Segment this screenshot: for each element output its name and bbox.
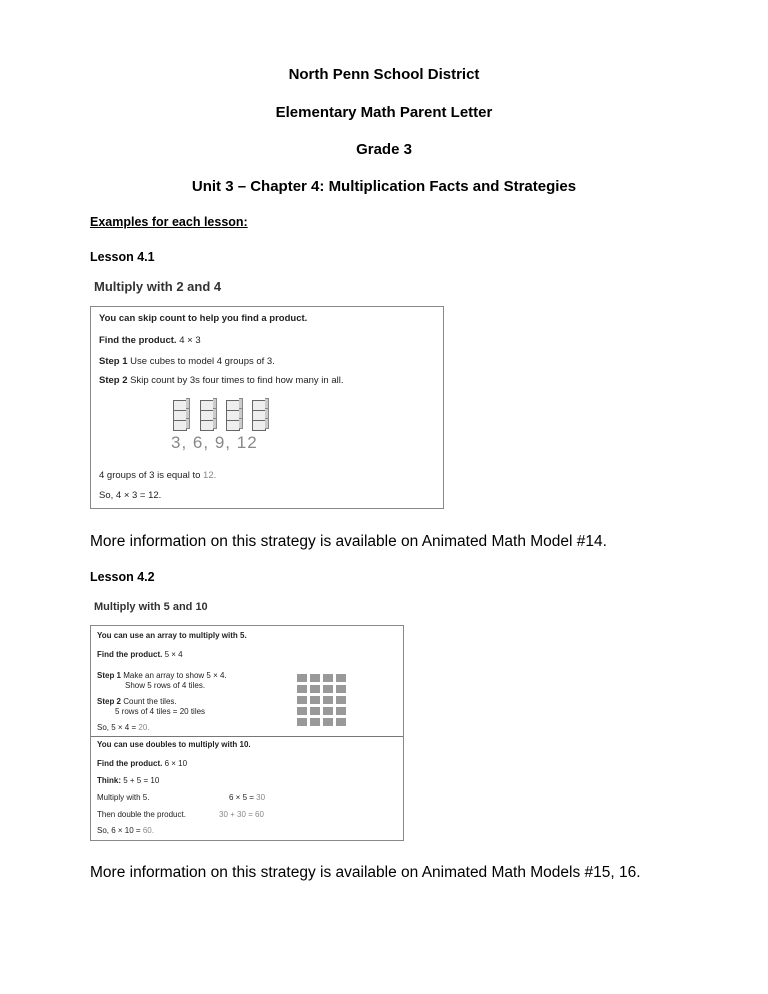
- lesson-4-2-mult5-label: Multiply with 5.: [97, 793, 150, 802]
- lesson-4-2-intro2: You can use doubles to multiply with 10.: [97, 740, 251, 749]
- cube-stack-icon: [226, 401, 240, 431]
- unit-title: Unit 3 – Chapter 4: Multiplication Facts and Strategies: [191, 178, 577, 195]
- examples-heading: Examples for each lesson:: [90, 215, 248, 229]
- cube-stack-icon: [173, 401, 187, 431]
- lesson-4-2-step2-sub: 5 rows of 4 tiles = 20 tiles: [115, 707, 206, 716]
- lesson-4-2-so2: So, 6 × 10 = 60.: [97, 826, 154, 835]
- lesson-4-1-so: So, 4 × 3 = 12.: [99, 490, 162, 501]
- lesson-4-2-mult5-expr: 6 × 5 = 30: [229, 793, 266, 802]
- lesson-4-2-double-label: Then double the product.: [97, 810, 186, 819]
- skip-count-values: 3, 6, 9, 12: [171, 433, 258, 452]
- lesson-4-1-find: Find the product. 4 × 3: [99, 335, 201, 346]
- lesson-4-1-more-info: More information on this strategy is available on Animated Math Model #14.: [90, 533, 607, 550]
- lesson-4-1-figure-title: Multiply with 2 and 4: [94, 279, 222, 294]
- lesson-4-2-step1: Step 1 Make an array to show 5 × 4.: [97, 671, 227, 680]
- district-title: North Penn School District: [288, 66, 480, 83]
- lesson-4-2-step1-sub: Show 5 rows of 4 tiles.: [125, 681, 206, 690]
- lesson-4-1-label: Lesson 4.1: [90, 250, 155, 264]
- lesson-4-2-think: Think: 5 + 5 = 10: [97, 776, 160, 785]
- lesson-4-2-label: Lesson 4.2: [90, 570, 155, 584]
- lesson-4-1-step1: Step 1 Use cubes to model 4 groups of 3.: [99, 356, 275, 367]
- cube-stack-icon: [200, 401, 214, 431]
- lesson-4-2-intro: You can use an array to multiply with 5.: [97, 631, 247, 640]
- lesson-4-2-figure-title: Multiply with 5 and 10: [94, 601, 208, 613]
- lesson-4-2-double-expr: 30 + 30 = 60: [219, 810, 264, 819]
- lesson-4-1-example-box: [90, 306, 444, 509]
- grade-title: Grade 3: [356, 141, 412, 158]
- section-divider: [91, 736, 403, 737]
- lesson-4-1-step2: Step 2 Skip count by 3s four times to find how many in all.: [99, 375, 344, 386]
- cube-stack-icon: [252, 401, 266, 431]
- lesson-4-2-more-info: More information on this strategy is available on Animated Math Models #15, 16.: [90, 864, 641, 881]
- lesson-4-2-example-box: [90, 625, 404, 841]
- letter-title: Elementary Math Parent Letter: [275, 104, 493, 121]
- lesson-4-1-intro: You can skip count to help you find a product.: [99, 313, 308, 324]
- lesson-4-2-step2: Step 2 Count the tiles.: [97, 697, 177, 706]
- lesson-4-2-so1: So, 5 × 4 = 20.: [97, 723, 150, 732]
- lesson-4-1-groups: 4 groups of 3 is equal to 12.: [99, 470, 217, 481]
- lesson-4-2-find: Find the product. 5 × 4: [97, 650, 183, 659]
- lesson-4-2-find2: Find the product. 6 × 10: [97, 759, 188, 768]
- tile-array: [297, 674, 346, 726]
